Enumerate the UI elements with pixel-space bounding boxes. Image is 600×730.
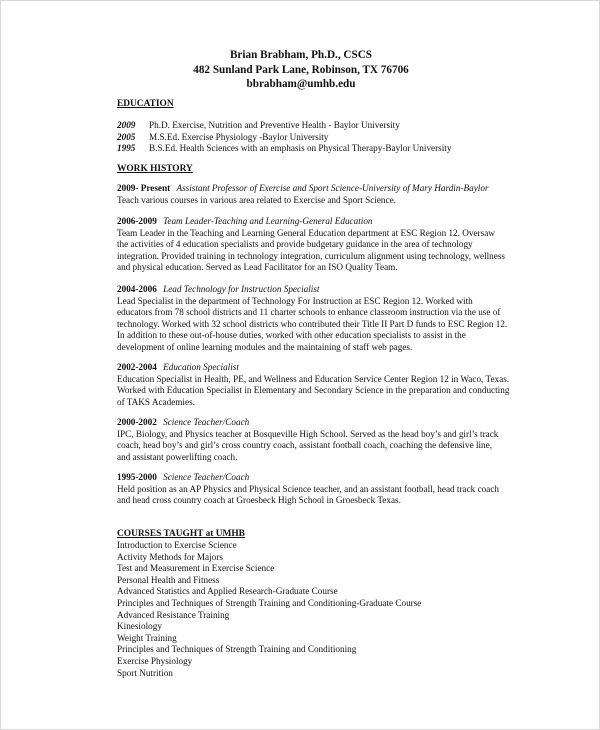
job-description-line: development of online learning modules and the maintaining of staff web pages. — [117, 341, 413, 352]
job-years: 2004-2006 — [117, 284, 157, 294]
job-description-line: Education Specialist in Health, PE, and Wellness and Education Service Center Region 12 in Waco, Texas. — [117, 373, 510, 384]
job-description-line: and head cross country coach at Groesbeck High School in Groesbeck Texas. — [117, 495, 401, 506]
course-item: Advanced Statistics and Applied Research-Graduate Course — [117, 586, 338, 597]
job-description-line: IPC, Biology, and Physics teacher at Bosqueville High School. Served as the head boy’s and girl’s track — [117, 428, 499, 439]
job-header — [117, 183, 489, 195]
education-item — [117, 120, 451, 132]
education-degree: Ph.D. Exercise, Nutrition and Preventive Health - Baylor University — [149, 120, 400, 130]
education-heading: EDUCATION — [117, 99, 174, 109]
job-description-line: Teach various courses in various area related to Exercise and Sport Science. — [117, 194, 396, 205]
education-list — [117, 120, 451, 155]
job-header — [117, 362, 509, 374]
course-item: Activity Methods for Majors — [117, 551, 223, 562]
name-heading: Brian Brabham, Ph.D., CSCS — [229, 49, 373, 61]
job-description-line: the activities of 4 education specialists and provide budgetary guidance in the area of technology — [117, 239, 473, 250]
email: bbrabham@umhb.edu — [246, 78, 356, 90]
course-item: Kinesiology — [117, 621, 162, 632]
job-header — [117, 216, 505, 228]
job-entry — [117, 216, 505, 274]
job-entry — [117, 417, 498, 463]
job-entry — [117, 183, 489, 206]
job-title: Education Specialist — [163, 362, 239, 372]
education-year: 2009 — [117, 120, 136, 130]
course-item: Sport Nutrition — [117, 667, 173, 678]
job-title: Science Teacher/Coach — [163, 472, 250, 482]
job-title: Team Leader-Teaching and Learning-General Education — [163, 216, 373, 226]
job-header — [117, 472, 499, 484]
job-description-line: Held position as an AP Physics and Physical Science teacher, and an assistant football, head track coach — [117, 483, 499, 494]
job-description-line: coach, head boy’s and girl’s cross country coach, assistant football coach, coaching the defensive line, — [117, 440, 493, 451]
job-description-line: Worked with Education Specialist in Elementary and Secondary Science in the preparation and conducting — [117, 385, 510, 396]
job-years: 2000-2002 — [117, 417, 157, 427]
education-item — [117, 132, 451, 144]
job-description-line: of TAKS Academies. — [117, 396, 195, 407]
job-years: 2006-2009 — [117, 216, 157, 226]
job-title: Science Teacher/Coach — [163, 417, 250, 427]
education-degree: B.S.Ed. Health Sciences with an emphasis on Physical Therapy-Baylor University — [149, 143, 452, 154]
courses-heading: COURSES TAUGHT at UMHB — [117, 529, 245, 539]
job-entry — [117, 472, 499, 507]
job-years: 2002-2004 — [117, 362, 157, 372]
job-description-line: educators from 78 school districts and 11 charter schools to enhance classroom instruction via the use of — [117, 307, 501, 318]
course-item: Introduction to Exercise Science — [117, 540, 237, 550]
job-years: 1995-2000 — [117, 472, 157, 482]
job-header — [117, 284, 507, 296]
course-item: Personal Health and Fitness — [117, 574, 220, 585]
courses-list — [117, 540, 421, 679]
job-entry — [117, 362, 509, 408]
job-years: 2009- Present — [117, 183, 171, 193]
course-item: Principles and Techniques of Strength Training and Conditioning-Graduate Course — [117, 597, 422, 608]
job-description-line: Team Leader in the Teaching and Learning General Education department at ESC Region 12. Oversaw — [117, 227, 495, 238]
course-item: Principles and Techniques of Strength Training and Conditioning — [117, 644, 357, 655]
job-description-line: technology. Worked with 32 school districts who contributed their Title II Part D funds to ESC Region 12. — [117, 318, 508, 329]
job-description-line: and physical education. Served as Lead Facilitator for an ISO Quality Team. — [117, 262, 398, 273]
job-description-line: In addition to these out-of-house duties, worked with other education specialists to assist in the — [117, 330, 466, 341]
job-description-line: and assistant powerlifting coach. — [117, 451, 238, 462]
education-item — [117, 143, 451, 155]
education-year: 2005 — [117, 131, 136, 142]
work-history-heading: WORK HISTORY — [117, 164, 193, 174]
address: 482 Sunland Park Lane, Robinson, TX 76706 — [193, 64, 409, 76]
course-item: Weight Training — [117, 632, 177, 643]
job-title: Assistant Professor of Exercise and Sport Science-University of Mary Hardin-Baylor — [176, 183, 489, 193]
course-item: Advanced Resistance Training — [117, 609, 230, 620]
job-header — [117, 417, 498, 429]
job-description-line: integration. Provided training in technology integration, curriculum alignment using technology, wellness — [117, 250, 506, 261]
education-degree: M.S.Ed. Exercise Physiology -Baylor University — [149, 131, 329, 142]
education-year: 1995 — [117, 143, 136, 154]
job-entry — [117, 284, 507, 354]
job-title: Lead Technology for Instruction Specialist — [163, 284, 320, 294]
course-item: Exercise Physiology — [117, 655, 193, 666]
job-description-line: Lead Specialist in the department of Technology For Instruction at ESC Region 12. Worked with — [117, 295, 473, 306]
course-item: Test and Measurement in Exercise Science — [117, 563, 275, 574]
